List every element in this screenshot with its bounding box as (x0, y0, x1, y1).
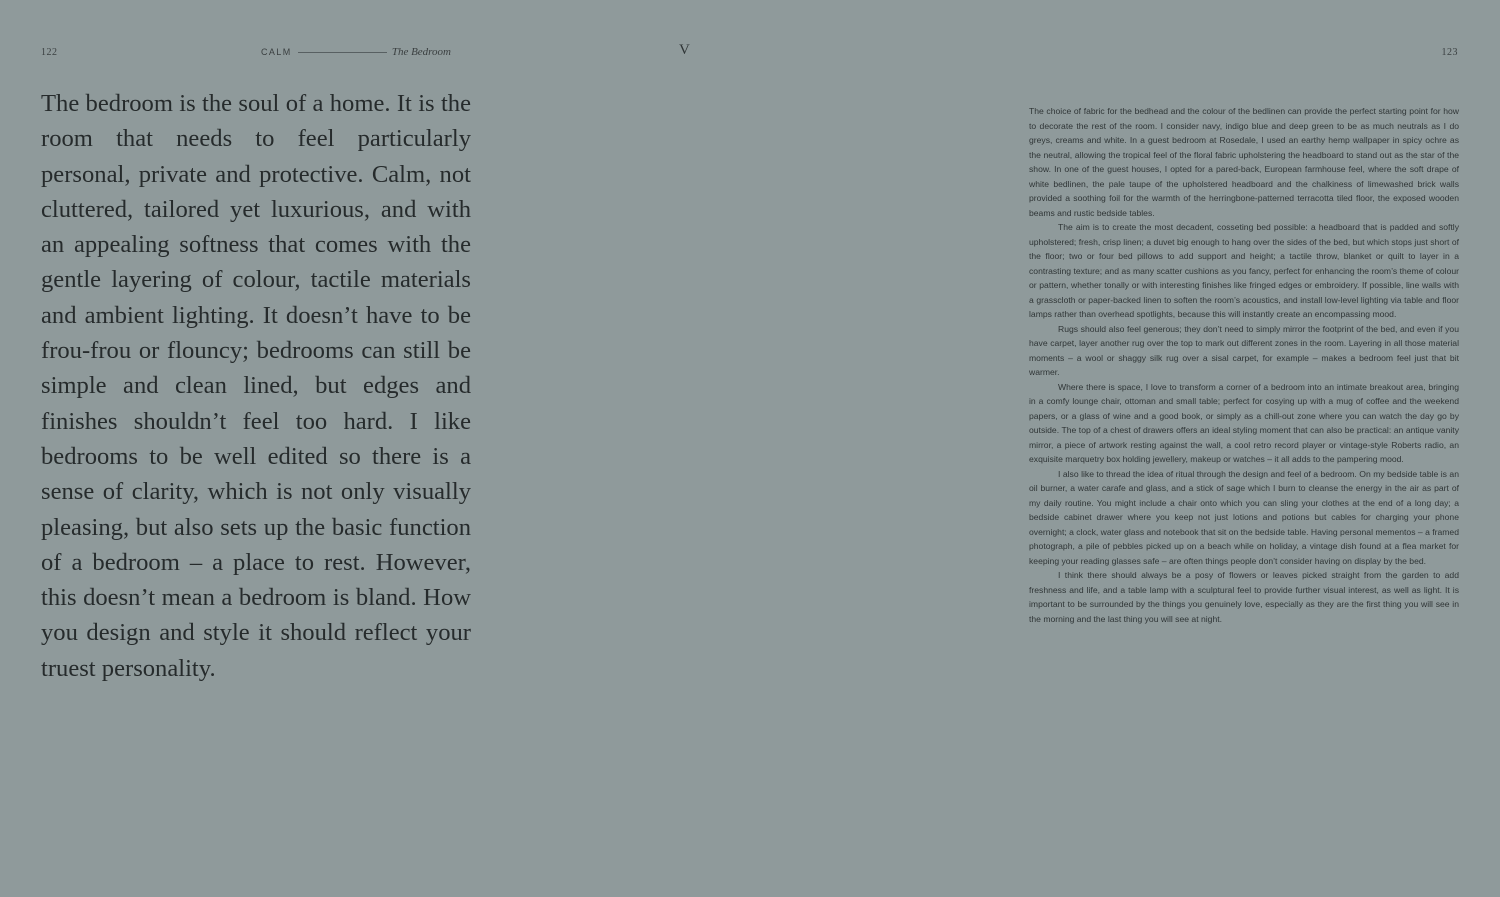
intro-paragraph: The bedroom is the soul of a home. It is the room that needs to feel particularly personal, private and protective. Calm, not cluttered, tailored yet luxurious, and with an appealing softness that comes with the gentle layering of colour, tactile materials and ambient lighting. It doesn’t have to be frou-frou or flouncy; bedrooms can still be simple and clean lined, but edges and finishes shouldn’t feel too hard. I like bedrooms to be well edited so there is a sense of clarity, which is not only visually pleasing, but also sets up the basic function of a bedroom – a place to rest. However, this doesn’t mean a bedroom is bland. How you design and style it should reflect your truest personality. (41, 90, 471, 682)
page-number-left: 122 (41, 47, 58, 58)
body-paragraph: Rugs should also feel generous; they don’t need to simply mirror the footprint of the bed, and even if you have carpet, layer another rug over the top to mark out different zones in the room. Layering in all those material moments – a wool or shaggy silk rug over a sisal carpet, for example – makes a bedroom feel just that bit warmer. (1029, 323, 1459, 377)
running-head-section: CALM (261, 47, 292, 57)
body-text (1029, 104, 1459, 626)
running-head-rule (298, 52, 387, 53)
running-head-chapter: The Bedroom (391, 46, 451, 58)
running-head (261, 46, 451, 58)
body-paragraph: I also like to thread the idea of ritual through the design and feel of a bedroom. On my bedside table is an oil burner, a water carafe and glass, and a stick of sage which I burn to cleanse the energy in the air as part of my daily routine. You might include a chair onto which you can sling your clothes at the end of a long day; a bedside cabinet drawer where you keep not just lotions and potions but cables for charging your phone overnight; a clock, water glass and notebook that sit on the bedside table. Having personal mementos – a framed photograph, a pile of pebbles picked up on a beach while on holiday, a vintage dish found at a flea market for keeping your reading glasses safe – are often things people don’t consider having on display by the bed. (1029, 468, 1459, 566)
body-paragraph: The choice of fabric for the bedhead and the colour of the bedlinen can provide the perfect starting point for how to decorate the rest of the room. I consider navy, indigo blue and deep green to be as much neutrals as I do greys, creams and white. In a guest bedroom at Rosedale, I used an earthy hemp wallpaper in spicy ochre as the neutral, allowing the tropical feel of the floral fabric upholstering the headboard to stand out as the star of the show. In one of the guest houses, I opted for a pared-back, European farmhouse feel, where the soft drape of white bedlinen, the pale taupe of the upholstered headboard and the chalkiness of limewashed brick walls provided a soothing foil for the warmth of the herringbone-patterned terracotta tiled floor, the exposed wooden beams and rustic bedside tables. (1029, 106, 1459, 218)
right-page (750, 0, 1500, 897)
page-number-right: 123 (1441, 47, 1458, 58)
chapter-numeral: V (679, 42, 690, 58)
body-paragraph: The aim is to create the most decadent, cosseting bed possible: a headboard that is padded and softly upholstered; fresh, crisp linen; a duvet big enough to hang over the sides of the bed, but which stops just short of the floor; two or four bed pillows to add support and height; a tactile throw, blanket or quilt to layer in a contrasting texture; and as many scatter cushions as you fancy, perfect for enhancing the room’s theme of colour or pattern, whether tonally or with interesting finishes like fringed edges or embroidery. If possible, line walls with a grasscloth or paper-backed linen to soften the room’s acoustics, and install low-level lighting via table and floor lamps rather than overhead spotlights, because this will instantly create an encompassing mood. (1029, 222, 1459, 319)
body-paragraph: Where there is space, I love to transform a corner of a bedroom into an intimate breakout area, bringing in a comfy lounge chair, ottoman and small table; perfect for cosying up with a mug of coffee and the weekend papers, or a glass of wine and a good book, or simply as a chill-out zone where you can watch the day go by outside. The top of a chest of drawers offers an ideal styling moment that can also be practical: an antique vanity mirror, a piece of artwork resting against the wall, a cool retro record player or vintage-style Roberts radio, an exquisite marquetry box holding jewellery, makeup or watches – it all adds to the pampering mood. (1029, 381, 1459, 464)
body-paragraph: I think there should always be a posy of flowers or leaves picked straight from the garden to add freshness and life, and a table lamp with a sculptural feel to provide further visual interest, as well as light. It is important to be surrounded by the things you genuinely love, especially as they are the first thing you will see in the morning and the last thing you will see at night. (1029, 570, 1459, 624)
